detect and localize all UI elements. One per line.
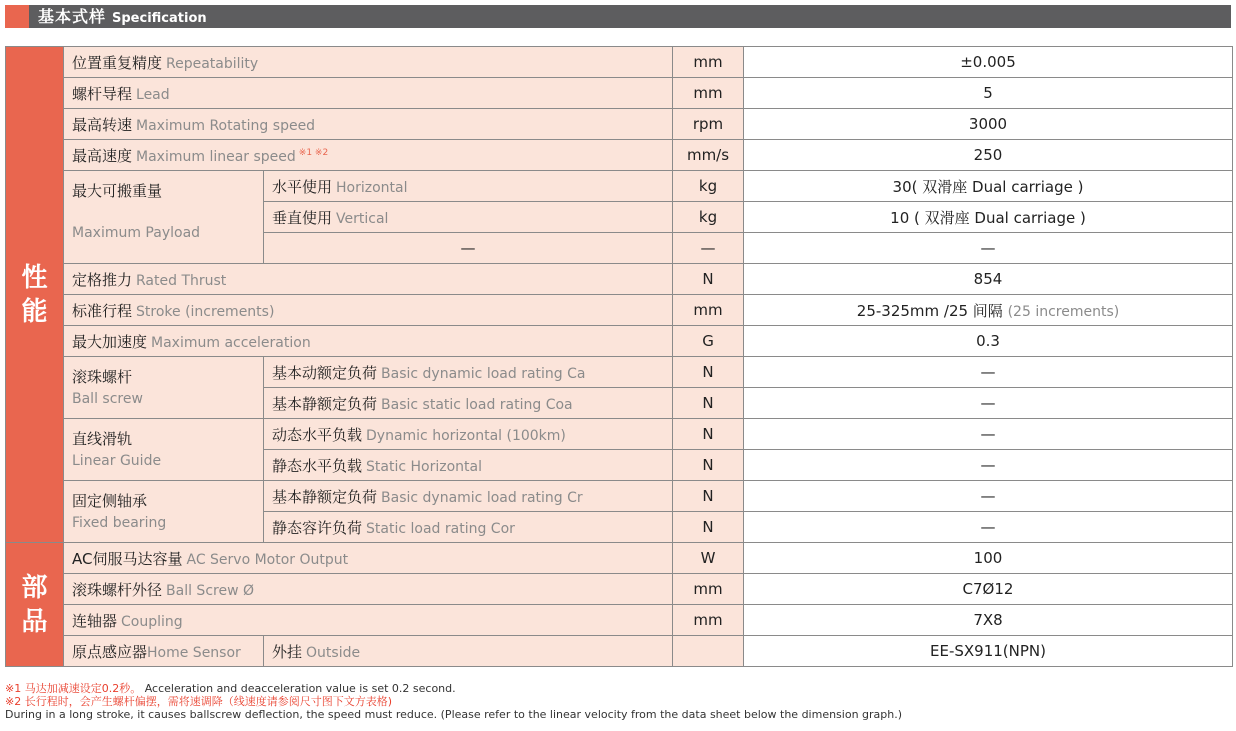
label-en: Repeatability (166, 55, 259, 72)
label-en: Rated Thrust (136, 272, 227, 289)
label-home-sensor-sub (264, 636, 673, 667)
label-zh: 最高速度 (72, 146, 133, 165)
group-fixed-bearing (64, 481, 264, 543)
value-payload-horizontal: 30( 双滑座 Dual carriage ) (744, 171, 1233, 202)
value-rated-thrust: 854 (744, 264, 1233, 295)
label-en: Static Horizontal (366, 458, 482, 475)
value-linear-guide-dynamic: — (744, 419, 1233, 450)
unit-fixed-bearing-static: N (673, 512, 744, 543)
spec-table (5, 46, 1233, 667)
unit-linear-guide-dynamic: N (673, 419, 744, 450)
unit-linear-speed: mm/s (673, 140, 744, 171)
group-zh: 滚珠螺杆 (72, 368, 133, 386)
label-en: Maximum linear speed (136, 148, 296, 165)
label-en: Lead (136, 86, 170, 103)
label-en: Home Sensor (147, 644, 241, 661)
group-en: Fixed bearing (72, 515, 167, 531)
value-rotating-speed: 3000 (744, 109, 1233, 140)
label-en: Stroke (increments) (136, 303, 275, 320)
label-zh: 连轴器 (72, 611, 118, 630)
value-fixed-bearing-dynamic: — (744, 481, 1233, 512)
group-zh: 固定侧轴承 (72, 492, 148, 510)
label-zh: 最高转速 (72, 115, 133, 134)
label-en: Outside (306, 644, 361, 661)
footnote-1-zh: ※1 马达加减速设定0.2秒。 (5, 682, 142, 695)
label-en: AC Servo Motor Output (186, 551, 349, 568)
unit-rated-thrust: N (673, 264, 744, 295)
footnote-2-zh: ※2 长行程时，会产生螺杆偏摆，需将速调降（线速度请参阅尺寸图下文方表格) (5, 695, 393, 708)
row-linear-speed (6, 140, 1233, 171)
footnote-marker: ※1 ※2 (298, 147, 329, 158)
unit-coupling: mm (673, 605, 744, 636)
header-accent (5, 5, 29, 28)
unit-payload-blank: — (673, 233, 744, 264)
group-ball-screw (64, 357, 264, 419)
label-zh: 水平使用 (272, 177, 333, 196)
value-lead: 5 (744, 78, 1233, 109)
group-en: Maximum Payload (72, 225, 201, 241)
value-fixed-bearing-static: — (744, 512, 1233, 543)
unit-payload-horizontal: kg (673, 171, 744, 202)
unit-ball-screw-dynamic: N (673, 357, 744, 388)
label-en: Horizontal (336, 179, 408, 196)
label-linear-guide-static (264, 450, 673, 481)
label-en: Maximum Rotating speed (136, 117, 316, 134)
label-en: Dynamic horizontal (100km) (366, 427, 566, 444)
row-fixed-bearing-dynamic (6, 481, 1233, 512)
row-rotating-speed (6, 109, 1233, 140)
value-linear-guide-static: — (744, 450, 1233, 481)
value-stroke-main: 25-325mm /25 间隔 (856, 301, 1003, 320)
value-payload-vertical: 10 ( 双滑座 Dual carriage ) (744, 202, 1233, 233)
label-lead (64, 78, 673, 109)
unit-lead: mm (673, 78, 744, 109)
label-zh: 原点感应器 (72, 642, 148, 661)
label-zh: 垂直使用 (272, 208, 333, 227)
footnote-1 (5, 682, 902, 695)
section-title (38, 5, 207, 28)
unit-linear-guide-static: N (673, 450, 744, 481)
label-repeatability (64, 47, 673, 78)
row-linear-guide-dynamic (6, 419, 1233, 450)
label-coupling (64, 605, 673, 636)
row-repeatability (6, 47, 1233, 78)
label-en: Vertical (336, 210, 389, 227)
label-en: Basic static load rating Coa (381, 396, 573, 413)
label-zh: 滚珠螺杆外径 (72, 580, 163, 599)
label-zh: 基本动额定负荷 (272, 363, 378, 382)
label-rated-thrust (64, 264, 673, 295)
category-parts: 部 品 (6, 543, 64, 667)
value-ball-screw-static: — (744, 388, 1233, 419)
row-lead (6, 78, 1233, 109)
group-en: Ball screw (72, 391, 143, 407)
label-zh: AC伺服马达容量 (72, 549, 183, 568)
group-linear-guide (64, 419, 264, 481)
row-home-sensor (6, 636, 1233, 667)
label-en: Basic dynamic load rating Cr (381, 489, 583, 506)
label-en: Basic dynamic load rating Ca (381, 365, 586, 382)
value-motor-output: 100 (744, 543, 1233, 574)
label-zh: 位置重复精度 (72, 53, 163, 72)
label-linear-guide-dynamic (264, 419, 673, 450)
label-payload-blank: — (264, 233, 673, 264)
value-ball-screw-dynamic: — (744, 357, 1233, 388)
label-en: Coupling (121, 613, 183, 630)
section-title-en: Specification (112, 11, 207, 26)
group-zh: 直线滑轨 (72, 430, 133, 448)
unit-motor-output: W (673, 543, 744, 574)
footnotes (5, 682, 902, 721)
label-zh: 标准行程 (72, 301, 133, 320)
label-en: Static load rating Cor (366, 520, 515, 537)
label-zh: 静态容许负荷 (272, 518, 363, 537)
value-stroke-note: (25 increments) (1007, 303, 1120, 320)
label-zh: 定格推力 (72, 270, 133, 289)
group-payload (64, 171, 264, 264)
value-home-sensor: EE-SX911(NPN) (744, 636, 1233, 667)
unit-fixed-bearing-dynamic: N (673, 481, 744, 512)
label-fixed-bearing-static (264, 512, 673, 543)
label-zh: 外挂 (272, 642, 303, 661)
group-zh: 最大可搬重量 (72, 182, 163, 200)
label-ball-screw-dynamic (264, 357, 673, 388)
label-rotating-speed (64, 109, 673, 140)
label-stroke (64, 295, 673, 326)
label-motor-output (64, 543, 673, 574)
unit-home-sensor (673, 636, 744, 667)
label-zh: 螺杆导程 (72, 84, 133, 103)
row-payload-horizontal (6, 171, 1233, 202)
label-zh: 基本静额定负荷 (272, 487, 378, 506)
label-home-sensor (64, 636, 264, 667)
label-payload-vertical (264, 202, 673, 233)
label-zh: 最大加速度 (72, 332, 148, 351)
row-stroke (6, 295, 1233, 326)
label-zh: 动态水平负载 (272, 425, 363, 444)
value-payload-blank: — (744, 233, 1233, 264)
value-acceleration: 0.3 (744, 326, 1233, 357)
value-stroke (744, 295, 1233, 326)
label-linear-speed (64, 140, 673, 171)
row-acceleration (6, 326, 1233, 357)
footnote-1-en: Acceleration and deacceleration value is set 0.2 second. (144, 682, 456, 695)
label-en: Ball Screw Ø (166, 582, 254, 599)
unit-ball-screw-diameter: mm (673, 574, 744, 605)
unit-rotating-speed: rpm (673, 109, 744, 140)
label-acceleration (64, 326, 673, 357)
value-linear-speed: 250 (744, 140, 1233, 171)
row-coupling (6, 605, 1233, 636)
value-coupling: 7X8 (744, 605, 1233, 636)
label-ball-screw-diameter (64, 574, 673, 605)
label-ball-screw-static (264, 388, 673, 419)
value-ball-screw-diameter: C7Ø12 (744, 574, 1233, 605)
unit-acceleration: G (673, 326, 744, 357)
unit-stroke: mm (673, 295, 744, 326)
value-repeatability: ±0.005 (744, 47, 1233, 78)
label-payload-horizontal (264, 171, 673, 202)
unit-repeatability: mm (673, 47, 744, 78)
footnote-2-en: During in a long stroke, it causes ballscrew deflection, the speed must reduce. (Please refer to the linear velocity from the data sheet below the dimension graph.) (5, 708, 903, 721)
label-fixed-bearing-dynamic (264, 481, 673, 512)
label-zh: 静态水平负载 (272, 456, 363, 475)
category-performance: 性 能 (6, 47, 64, 543)
unit-ball-screw-static: N (673, 388, 744, 419)
group-en: Linear Guide (72, 453, 162, 469)
row-ball-screw-dynamic (6, 357, 1233, 388)
section-title-zh: 基本式样 (38, 7, 107, 26)
row-rated-thrust (6, 264, 1233, 295)
row-ball-screw-diameter (6, 574, 1233, 605)
label-en: Maximum acceleration (151, 334, 311, 351)
unit-payload-vertical: kg (673, 202, 744, 233)
row-motor-output (6, 543, 1233, 574)
label-zh: 基本静额定负荷 (272, 394, 378, 413)
